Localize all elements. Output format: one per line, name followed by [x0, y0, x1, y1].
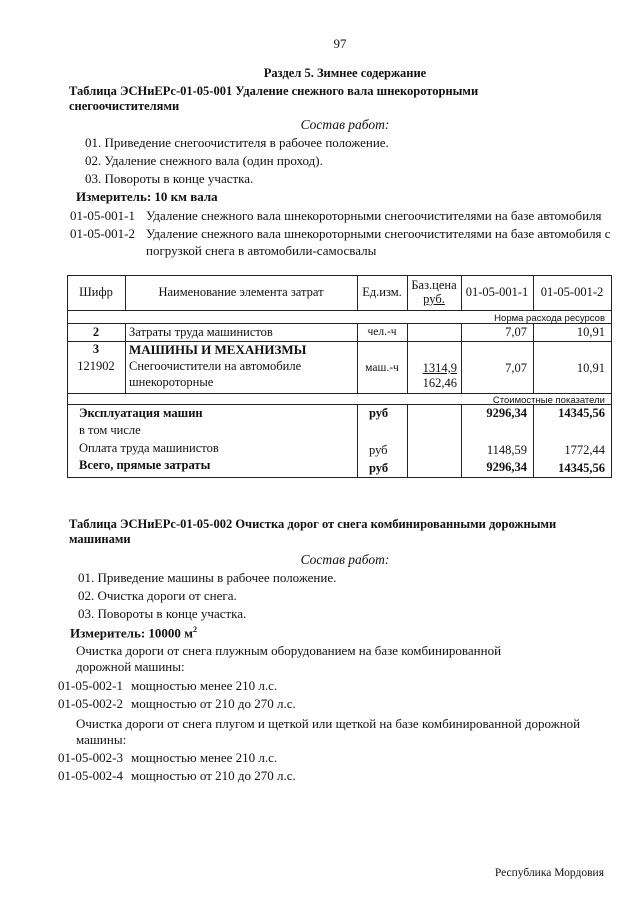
- header-name: Наименование элемента затрат: [158, 285, 324, 299]
- machine-value-2: 10,91: [576, 361, 605, 375]
- description: Удаление снежного вала шнекороторными снегоочистителями на базе автомобиля с погрузкой снега в автомобили-самосвалы: [146, 226, 611, 258]
- machine-price-top: 1314,9: [422, 361, 457, 375]
- table1-work-item: 01. Приведение снегоочистителя в рабочее положение.: [85, 135, 389, 150]
- table1-title-line2: снегоочистителями: [69, 99, 180, 113]
- code: 01-05-001-1: [70, 208, 135, 223]
- table-border: [357, 404, 358, 478]
- cost-row-name: в том числе: [79, 423, 141, 437]
- header-col1: 01-05-001-1: [465, 285, 529, 299]
- table1-code-row: [70, 207, 630, 225]
- header-base-price: Баз.цена: [411, 278, 457, 292]
- description: Удаление снежного вала шнекороторными снегоочистителями на базе автомобиля: [146, 208, 602, 223]
- table1-title-line1: Таблица ЭСНиЕРс-01-05-001 Удаление снежного вала шнекороторными: [69, 84, 479, 98]
- table-border: [611, 275, 612, 478]
- cost-row-unit: руб: [369, 406, 389, 420]
- table1-work-item: 02. Удаление снежного вала (один проход).: [85, 153, 323, 168]
- machines-heading: МАШИНЫ И МЕХАНИЗМЫ: [129, 342, 307, 357]
- cost-row-value-2: 14345,56: [558, 406, 605, 420]
- table2-work-item: 02. Очистка дороги от снега.: [78, 588, 237, 603]
- code: 01-05-002-1: [58, 678, 123, 693]
- table1-meter: Измеритель: 10 км вала: [76, 189, 218, 204]
- header-shifr: Шифр: [79, 285, 113, 299]
- table2-code-row: [58, 749, 618, 767]
- description: мощностью от 210 до 270 л.с.: [131, 696, 296, 711]
- table2-meter: [70, 625, 197, 641]
- header-unit: Ед.изм.: [362, 285, 402, 299]
- table2-code-row: [58, 767, 618, 785]
- footer-region: Республика Мордовия: [494, 867, 604, 879]
- cost-row-name: Всего, прямые затраты: [79, 458, 211, 472]
- cost-row-value-2: 14345,56: [558, 461, 605, 475]
- machine-subcode: 121902: [77, 359, 115, 373]
- page-number: 97: [333, 36, 347, 51]
- norm-label: Норма расхода ресурсов: [494, 313, 605, 324]
- machine-name-line1: Снегоочистители на автомобиле: [129, 359, 302, 373]
- table1-sostav-label: Состав работ:: [300, 117, 390, 132]
- table1-code-row: [70, 225, 630, 261]
- table2-sostav-label: Состав работ:: [300, 552, 390, 567]
- code: 01-05-002-2: [58, 696, 123, 711]
- cost-row-value-1: 9296,34: [486, 406, 527, 420]
- cost-label: Стоимостные показатели: [492, 395, 605, 406]
- description: мощностью от 210 до 270 л.с.: [131, 768, 296, 783]
- code: 01-05-002-3: [58, 750, 123, 765]
- code: 01-05-002-4: [58, 768, 123, 783]
- table-border: [125, 323, 126, 394]
- table2-title-line1: Таблица ЭСНиЕРс-01-05-002 Очистка дорог от снега комбинированными дорожными: [69, 517, 557, 531]
- meter-superscript: 2: [193, 625, 198, 634]
- table2-group2-title: Очистка дороги от снега плугом и щеткой или щеткой на базе комбинированной дорожной машины:: [76, 716, 581, 747]
- description: мощностью менее 210 л.с.: [131, 750, 278, 765]
- machine-price-bottom: 162,46: [422, 376, 457, 390]
- code: 01-05-001-2: [70, 226, 135, 241]
- table-border: [67, 275, 68, 478]
- table1-title: [69, 84, 614, 114]
- machines-code: 3: [92, 342, 100, 356]
- cost-row-value-1: 9296,34: [486, 460, 527, 474]
- table-border: [407, 404, 408, 478]
- labor-name: Затраты труда машинистов: [129, 325, 273, 339]
- table2-title: [69, 517, 614, 547]
- table2-code-row: [58, 695, 618, 713]
- section-title: Раздел 5. Зимнее содержание: [263, 66, 427, 80]
- header-base-price-unit: руб.: [423, 292, 445, 306]
- cost-row-unit: руб: [369, 461, 389, 475]
- table2-title-line2: машинами: [69, 532, 131, 546]
- table-border: [67, 275, 612, 276]
- table2-group1-title: Очистка дороги от снега плужным оборудованием на базе комбинированной дорожной машины:: [76, 643, 502, 674]
- table-border: [67, 477, 612, 478]
- labor-value-2: 10,91: [576, 325, 605, 339]
- machine-name-line2: шнекороторные: [129, 375, 214, 389]
- table1-work-item: 03. Повороты в конце участка.: [85, 171, 254, 186]
- cost-row-value-1: 1148,59: [486, 443, 527, 457]
- table2-code-row: [58, 677, 618, 695]
- labor-value-1: 7,07: [505, 325, 527, 339]
- cost-row-unit: руб: [369, 443, 388, 457]
- cost-row-name: Эксплуатация машин: [79, 406, 203, 420]
- table2-work-item: 03. Повороты в конце участка.: [78, 606, 247, 621]
- labor-unit: чел.-ч: [367, 326, 397, 338]
- resource-table: [67, 275, 612, 478]
- cost-row-name: Оплата труда машинистов: [79, 441, 219, 455]
- header-col2: 01-05-001-2: [540, 285, 604, 299]
- meter-text: Измеритель: 10000 м: [70, 625, 194, 641]
- labor-code: 2: [92, 325, 100, 339]
- machine-value-1: 7,07: [505, 361, 527, 375]
- description: мощностью менее 210 л.с.: [131, 678, 278, 693]
- cost-row-value-2: 1772,44: [564, 443, 605, 457]
- machine-unit: маш.-ч: [365, 362, 399, 374]
- table2-work-item: 01. Приведение машины в рабочее положение.: [78, 570, 337, 585]
